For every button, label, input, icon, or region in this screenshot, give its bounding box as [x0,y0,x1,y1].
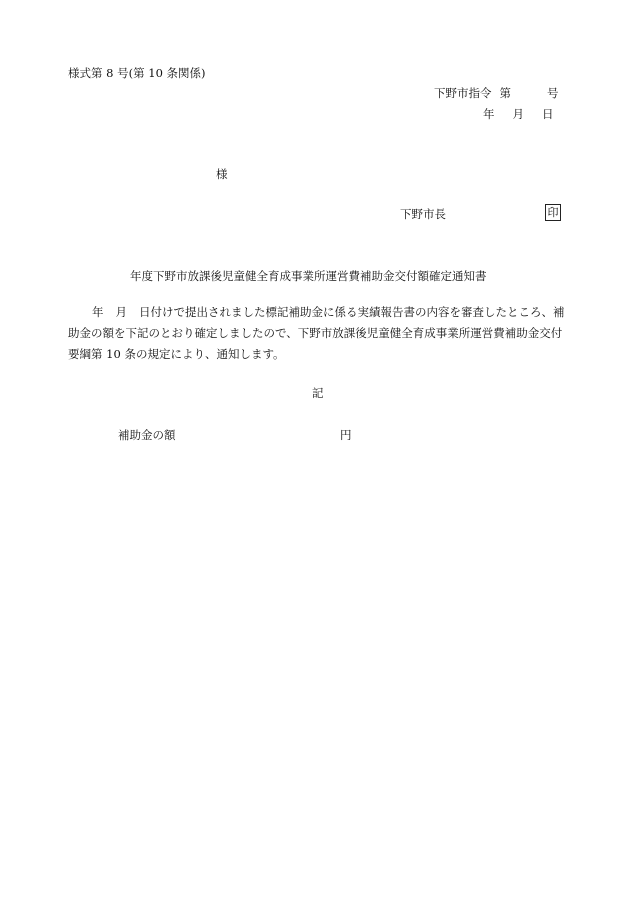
amount-unit: 円 [340,428,352,442]
doc-number-go: 号 [547,86,559,100]
amount-label: 補助金の額 [118,428,176,442]
date-year: 年 [483,107,495,121]
body-month: 月 [115,305,127,319]
recipient-honorific: 様 [216,167,228,181]
body-paragraph [68,302,568,365]
issuer-name: 下野市長 [400,207,446,221]
date-month: 月 [512,107,524,121]
doc-number-dai: 第 [499,86,511,100]
date-day: 日 [542,107,554,121]
body-text: 日付けで提出されました標記補助金に係る実績報告書の内容を審査したところ、補助金の額を下記のとおり確定しましたので、下野市放課後児童健全育成事業所運営費補助金交付要綱第 10 条の規定により、通知します。 [68,305,565,361]
document-title: 年度下野市放課後児童健全育成事業所運営費補助金交付額確定通知書 [130,269,487,283]
document-number [434,86,559,100]
form-number: 様式第 8 号(第 10 条関係) [68,66,206,80]
doc-number-prefix: 下野市指令 [434,86,492,100]
seal-mark: 印 [545,204,561,221]
issue-date [483,107,554,121]
record-heading: 記 [312,386,324,400]
body-year: 年 [92,305,104,319]
